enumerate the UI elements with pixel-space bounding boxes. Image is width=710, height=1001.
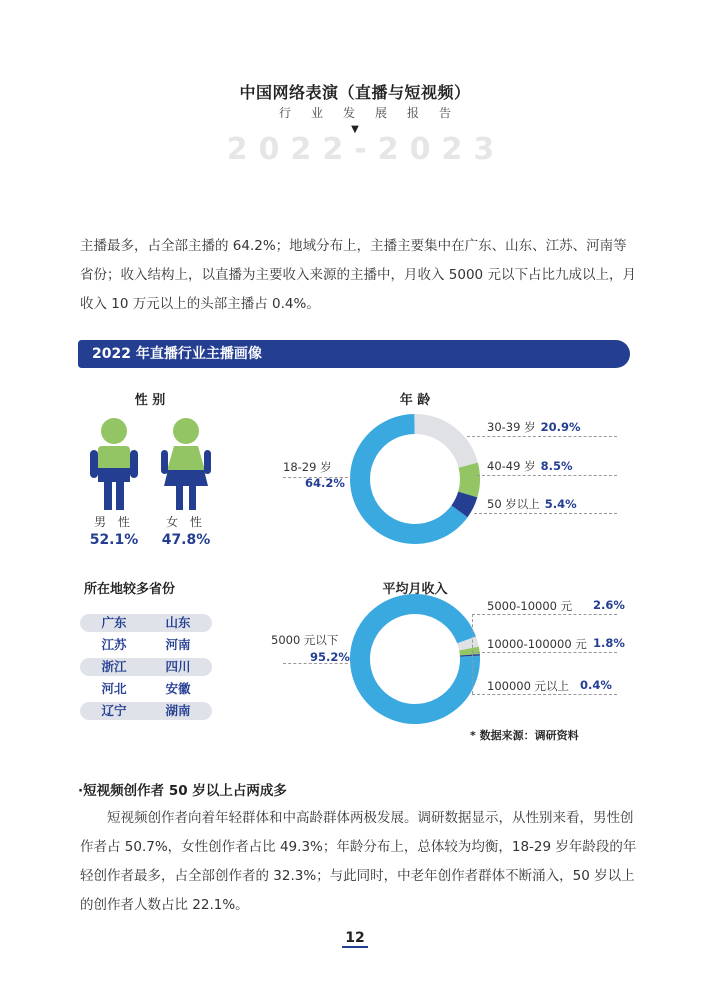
province-name: 四川 [165,659,191,674]
age-donut-chart [350,414,480,544]
income-item-1: 5000-10000 元 [487,599,573,613]
income-main-value: 95.2% [310,650,350,664]
age-item-1: 30-39 岁 20.9% [487,420,581,434]
triangle-down-icon: ▼ [351,124,359,135]
province-name: 江苏 [101,637,127,652]
province-name: 浙江 [101,659,127,674]
age-item-3: 50 岁以上 5.4% [487,497,577,511]
province-name: 山东 [165,615,191,630]
page-number: 12 [0,930,710,946]
male-figure-icon [84,414,144,514]
age-leader-3 [474,513,617,514]
age-item-2: 40-49 岁 8.5% [487,459,573,473]
section-subheading: ·短视频创作者 50 岁以上占两成多 [78,783,287,799]
age-leader-2 [477,475,617,476]
income-leader-2 [472,652,617,653]
income-item-2: 10000-100000 元 [487,637,587,651]
income-item-1-value: 2.6% [593,598,625,612]
report-years: 2022-2023 [226,132,506,167]
income-item-2-value: 1.8% [593,636,625,650]
donut-slice [468,465,470,494]
income-bracket-line [472,614,473,694]
income-heading: 平均月收入 [382,582,448,597]
province-row [80,614,212,632]
income-item-3: 100000 元以上 [487,679,570,693]
female-label: 女 性 [166,515,206,529]
donut-slice [360,604,470,714]
data-source-note: * 数据来源：调研资料 [470,729,579,742]
female-figure-icon [156,414,216,514]
income-item-3-value: 0.4% [580,678,612,692]
donut-slice [459,494,467,511]
age-heading: 年 龄 [399,393,431,408]
province-row [80,636,212,654]
age-main-value: 64.2% [305,476,345,490]
age-main-label: 18-29 岁 [283,460,332,474]
province-name: 安徽 [165,681,191,696]
province-row [80,702,212,720]
province-name: 广东 [101,615,127,630]
gender-heading: 性 别 [134,393,166,408]
intro-paragraph: 主播最多，占全部主播的 64.2%；地域分布上，主播主要集中在广东、山东、江苏、河南等省份；收入结构上，以直播为主要收入来源的主播中，月收入 5000 元以下占比九成以上，月收入 10 万元以上的头部主播占 0.4%。 [80,238,636,312]
age-leader-1 [467,436,617,437]
province-name: 湖南 [165,703,191,718]
report-title: 中国网络表演（直播与短视频） [239,83,471,102]
income-main-label: 5000 元以下 [271,633,339,647]
income-donut-chart [350,594,480,724]
provinces-heading: 所在地较多省份 [84,582,176,597]
income-leader-1 [472,614,617,615]
province-name: 河北 [101,681,127,696]
donut-slice [414,424,468,465]
male-label: 男 性 [94,515,134,529]
province-name: 辽宁 [101,703,127,718]
income-leader-3 [472,694,617,695]
province-row [80,658,212,676]
donut-slice [469,649,470,655]
female-percentage: 47.8% [161,532,211,548]
body-paragraph: 短视频创作者向着年轻群体和中高龄群体两极发展。调研数据显示，从性别来看，男性创作者占 50.7%，女性创作者占比 49.3%；年龄分布上，总体较为均衡，18-29 岁年龄段的年轻创作者最多，占全部创作者的 32.3%；与此同时，中老年创作者群体不断涌入，50 岁以上的创作者人数占比 22.1%。 [80,810,637,913]
province-row [80,680,212,698]
donut-slice [467,640,469,649]
report-subtitle: 行业发展报告 [278,106,471,120]
section-banner-title: 2022 年直播行业主播画像 [92,346,262,362]
province-name: 河南 [165,637,191,652]
male-percentage: 52.1% [89,532,139,548]
